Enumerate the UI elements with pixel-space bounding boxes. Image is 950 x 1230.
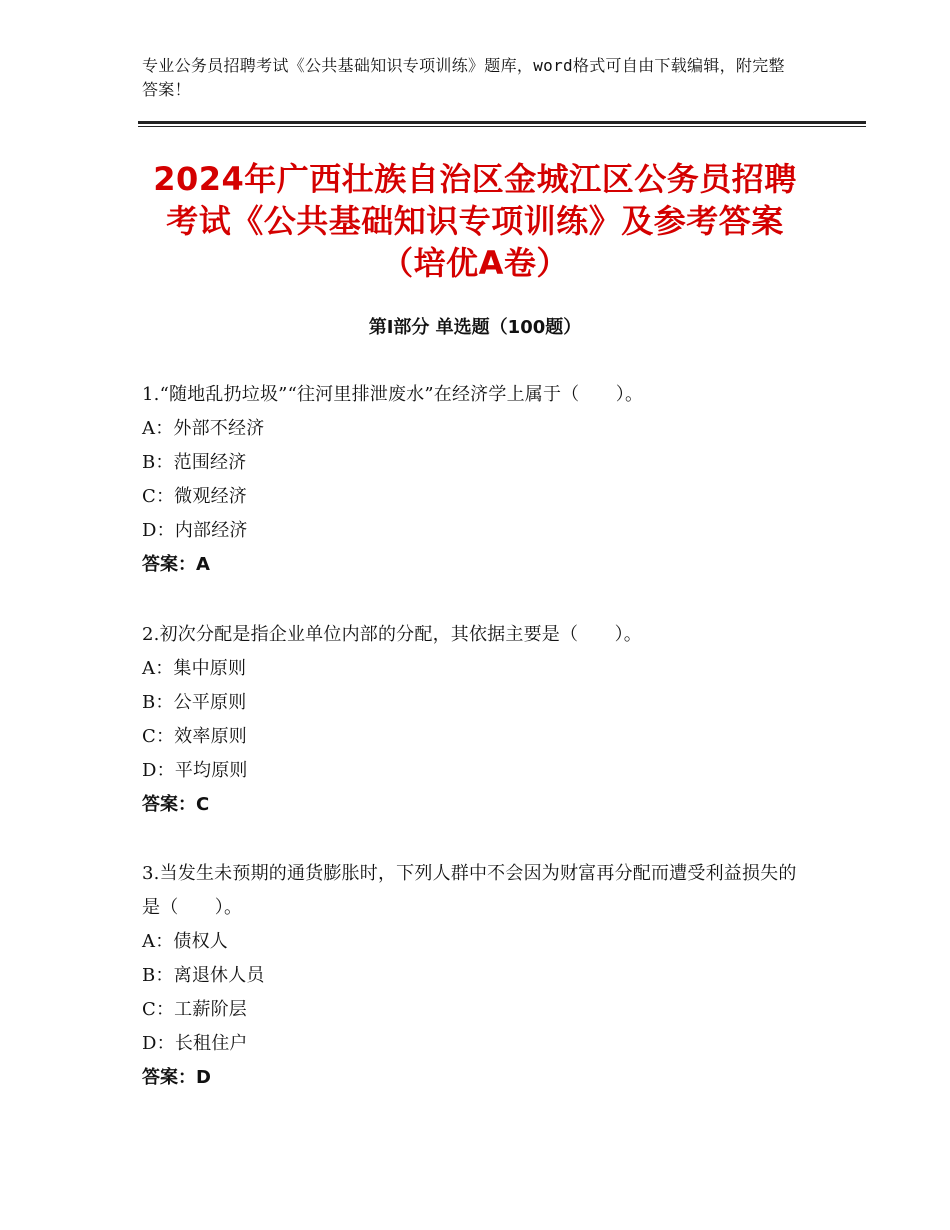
question-2 bbox=[142, 618, 812, 822]
option-c: C：工薪阶层 bbox=[142, 999, 247, 1020]
answer-label: 答案：C bbox=[142, 794, 210, 815]
option-d: D：内部经济 bbox=[142, 520, 248, 541]
section-heading: 第I部分 单选题（100题） bbox=[368, 317, 582, 338]
question-stem: 3.当发生未预期的通货膨胀时，下列人群中不会因为财富再分配而遭受利益损失的是（ ）。 bbox=[142, 863, 797, 918]
option-a: A：债权人 bbox=[142, 931, 228, 952]
option-b: B：范围经济 bbox=[142, 452, 247, 473]
option-c: C：效率原则 bbox=[142, 726, 247, 747]
question-3 bbox=[142, 857, 812, 1095]
option-a: A：外部不经济 bbox=[142, 418, 265, 439]
option-b: B：公平原则 bbox=[142, 692, 247, 713]
option-d: D：长租住户 bbox=[142, 1033, 248, 1054]
option-c: C：微观经济 bbox=[142, 486, 247, 507]
option-a: A：集中原则 bbox=[142, 658, 247, 679]
header-note: 专业公务员招聘考试《公共基础知识专项训练》题库，word格式可自由下载编辑，附完整答案！ bbox=[142, 56, 785, 99]
option-b: B：离退休人员 bbox=[142, 965, 265, 986]
question-stem: 2.初次分配是指企业单位内部的分配，其依据主要是（ ）。 bbox=[142, 624, 642, 645]
header-divider-thin bbox=[138, 126, 866, 127]
answer-label: 答案：A bbox=[142, 554, 210, 575]
document-title: 2024年广西壮族自治区金城江区公务员招聘考试《公共基础知识专项训练》及参考答案（培优A卷） bbox=[153, 160, 797, 282]
question-1 bbox=[142, 378, 812, 582]
question-stem: 1.“随地乱扔垃圾”“往河里排泄废水”在经济学上属于（ ）。 bbox=[142, 384, 644, 405]
header-divider-thick bbox=[138, 121, 866, 124]
answer-label: 答案：D bbox=[142, 1067, 211, 1088]
option-d: D：平均原则 bbox=[142, 760, 248, 781]
